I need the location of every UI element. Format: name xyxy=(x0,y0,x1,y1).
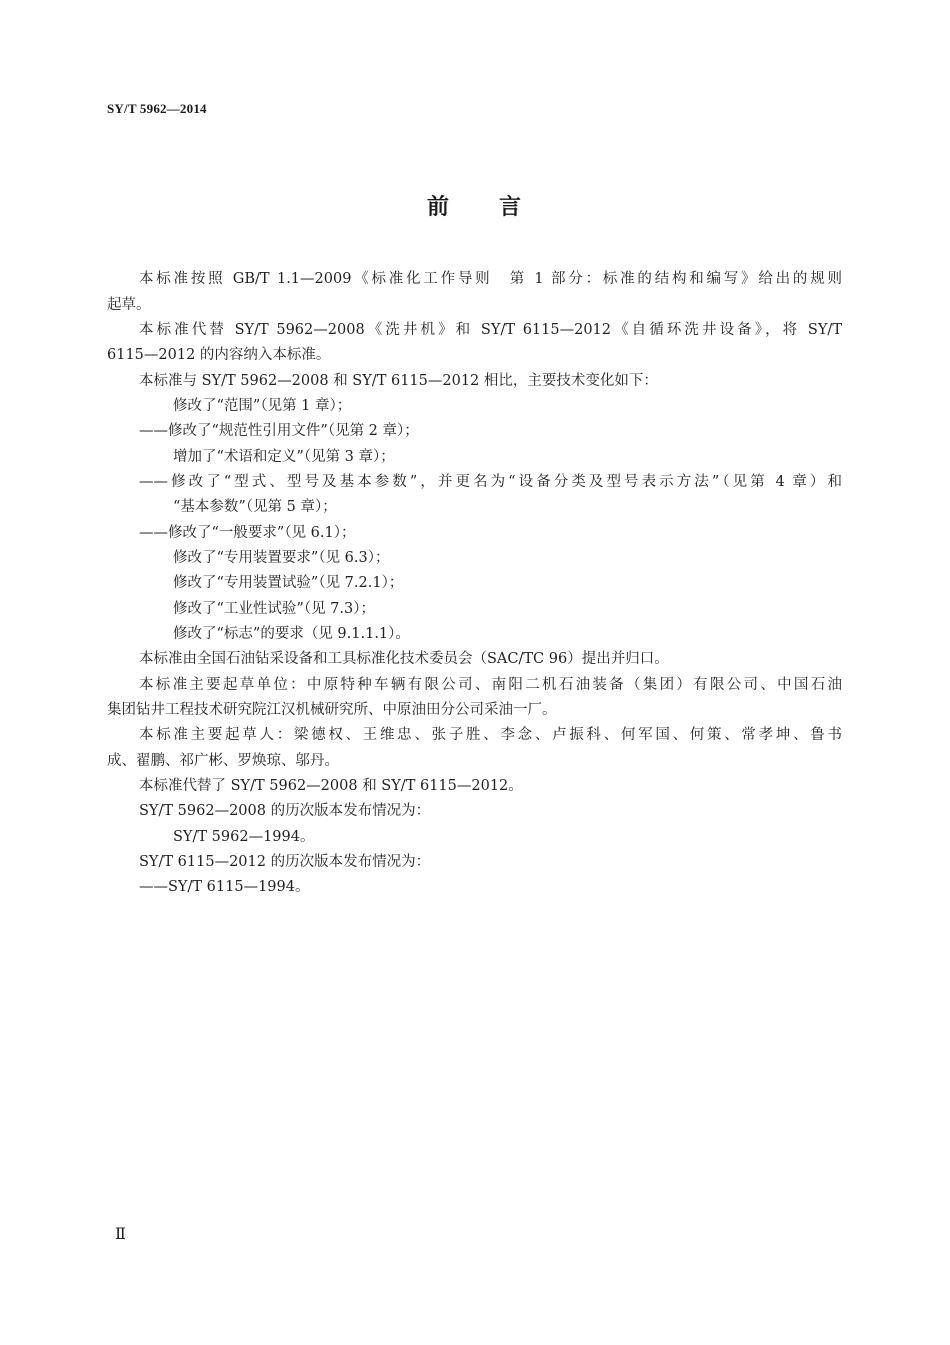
list-item: 修改了“专用装置要求”（见 6.3）； xyxy=(173,550,390,566)
list-item: 修改了“范围”（见第 1 章）； xyxy=(173,398,352,414)
paragraph-line: 本标准主要起草人：梁德权、王维忠、张子胜、李念、卢振科、何军国、何策、常孝坤、鲁书 xyxy=(139,727,842,743)
list-item: “基本参数”（见第 5 章）； xyxy=(173,499,337,515)
paragraph-line: 本标准与 SY/T 5962—2008 和 SY/T 6115—2012 相比，主要技术变化如下： xyxy=(139,373,658,389)
paragraph-line: 起草。 xyxy=(107,297,151,313)
list-item: 增加了“术语和定义”（见第 3 章）； xyxy=(173,449,395,465)
list-item: SY/T 5962—1994。 xyxy=(173,829,315,845)
paragraph-line: 本标准主要起草单位：中原特种车辆有限公司、南阳二机石油装备（集团）有限公司、中国石油 xyxy=(139,677,842,693)
title-char-2: 言 xyxy=(499,195,524,220)
paragraph-line: SY/T 6115—2012 的历次版本发布情况为： xyxy=(139,854,431,870)
standard-code-header: SY/T 5962—2014 xyxy=(107,101,207,116)
paragraph-line: 本标准按照 GB/T 1.1—2009《标准化工作导则 第 1 部分：标准的结构和编写》给出的规则 xyxy=(139,271,842,287)
list-item: ——SY/T 6115—1994。 xyxy=(139,879,310,895)
paragraph-line: 本标准代替了 SY/T 5962—2008 和 SY/T 6115—2012。 xyxy=(139,778,523,794)
list-item: ——修改了“型式、型号及基本参数”，并更名为“设备分类及型号表示方法”（见第 4 章）和 xyxy=(139,474,842,490)
page-title xyxy=(0,190,950,221)
paragraph-line: 6115—2012 的内容纳入本标准。 xyxy=(107,347,331,363)
list-item: 修改了“标志”的要求（见 9.1.1.1）。 xyxy=(173,626,410,642)
paragraph-line: 成、翟鹏、祁广彬、罗焕琼、邬丹。 xyxy=(107,753,339,769)
title-char-1: 前 xyxy=(426,195,451,220)
list-item: ——修改了“一般要求”（见 6.1）； xyxy=(139,525,356,541)
page-number: Ⅱ xyxy=(115,1226,126,1243)
paragraph-line: SY/T 5962—2008 的历次版本发布情况为： xyxy=(139,803,431,819)
list-item: 修改了“专用装置试验”（见 7.2.1）； xyxy=(173,575,404,591)
paragraph-line: 本标准由全国石油钻采设备和工具标准化技术委员会（SAC/TC 96）提出并归口。 xyxy=(139,651,669,667)
list-item: ——修改了“规范性引用文件”（见第 2 章）； xyxy=(139,423,419,439)
list-item: 修改了“工业性试验”（见 7.3）； xyxy=(173,601,375,617)
paragraph-line: 集团钻井工程技术研究院江汉机械研究所、中原油田分公司采油一厂。 xyxy=(107,702,557,718)
paragraph-line: 本标准代替 SY/T 5962—2008《洗井机》和 SY/T 6115—2012《自循环洗井设备》，将 SY/T xyxy=(139,322,842,338)
